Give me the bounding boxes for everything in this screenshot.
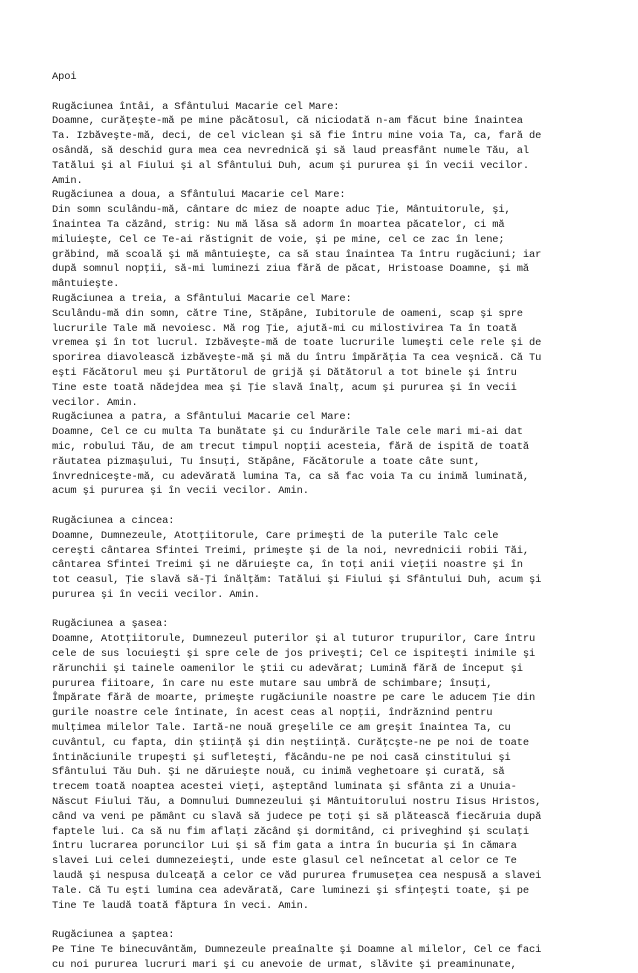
body-line: mântuieşte. bbox=[52, 278, 120, 291]
body-line: răutatea pizmaşului, Tu însuţi, Stăpâne, Făcătorule a toate câte sunt, bbox=[52, 455, 481, 468]
body-line: Tale. Că Tu eşti lumina cea adevărată, Care luminezi şi sfinţeşti toate, şi pe bbox=[52, 884, 530, 897]
body-line: Sfântului Tău Duh. Şi ne dăruieşte nouă, cu inimă veghetoare şi curată, să bbox=[52, 766, 505, 779]
body-line: înaintea Ta căzând, strig: Nu mă lăsa să adorm în moartea păcatelor, ci mă bbox=[52, 218, 505, 231]
body-line: Doamne, Cel ce cu multa Ta bunătate şi cu îndurările Tale cele mari mi-ai dat bbox=[52, 426, 523, 439]
body-line: Sculându-mă din somn, către Tine, Stăpâne, Iubitorule de oameni, scap şi spre bbox=[52, 307, 523, 320]
body-line: Tine Te laudă toată făptura în veci. Amin. bbox=[52, 899, 309, 912]
body-line: miluieşte, Cel ce Te-ai răstignit de voie, şi pe mine, cel ce zac în lene; bbox=[52, 233, 505, 246]
document-body bbox=[52, 70, 612, 973]
spacer bbox=[52, 499, 612, 514]
intro-text: Apoi bbox=[52, 71, 77, 83]
body-line: Din somn sculându-mă, cântare dc miez de noapte aduc Ţie, Mântuitorule, şi, bbox=[52, 204, 511, 217]
body-line: acum şi pururea şi în vecii vecilor. Amin. bbox=[52, 485, 309, 498]
body-line: eşti Făcătorul meu şi Purtătorul de grijă şi Dătătorul a tot binele şi întru bbox=[52, 366, 517, 379]
body-line: osândă, să deschid gura mea cea nevrednică şi să laud preasfânt numele Tău, al bbox=[52, 144, 530, 157]
section-title: Rugăciunea a şaptea: bbox=[52, 929, 175, 942]
body-line: Doamne, curăţeşte-mă pe mine păcătosul, că niciodată n-am făcut bine înaintea bbox=[52, 115, 523, 128]
spacer bbox=[52, 603, 612, 618]
body-line: vremea şi în tot lucrul. Izbăveşte-mă de toate lucrurile lumeşti cele rele şi de bbox=[52, 337, 542, 350]
body-line: gurile noastre cele întinate, în acest ceas al nopţii, îndrăznind pentru bbox=[52, 707, 493, 720]
body-line: învredniceşte-mă, cu adevărată lumina Ta, ca să fac voia Ta cu inimă luminată, bbox=[52, 470, 530, 483]
section-title: Rugăciunea a patra, a Sfântului Macarie cel Mare: bbox=[52, 411, 352, 424]
body-line: când va veni pe pământ cu slavă să judece pe toţi şi să plătească fiecăruia după bbox=[52, 810, 542, 823]
prayer-section-5 bbox=[52, 514, 612, 603]
body-line: după somnul nopţii, să-mi luminezi ziua fără de păcat, Hristoase Doamne, şi mă bbox=[52, 263, 530, 276]
body-line: Doamne, Atotţiitorule, Dumnezeul puterilor şi al tuturor trupurilor, Care întru bbox=[52, 633, 536, 646]
body-line: cuvântul, cu fapta, din ştiinţă şi din neştiinţă. Curăţcşte-ne pe noi de toate bbox=[52, 736, 530, 749]
body-line: trecem toată noaptea acestei vieţi, aşteptând luminata şi sfânta zi a Unuia- bbox=[52, 781, 517, 794]
prayer-section-4 bbox=[52, 410, 612, 499]
body-line: mulţimea milelor Tale. Iartă-ne nouă greşelile ce am greşit înaintea Ta, cu bbox=[52, 722, 511, 735]
body-line: cu noi pururea lucruri mari şi cu anevoie de urmat, slăvite şi preaminunate, bbox=[52, 958, 517, 971]
prayer-section-3 bbox=[52, 292, 612, 410]
body-line: faptele lui. Ca să nu fim aflaţi zăcând şi dormitând, ci priveghind şi sculaţi bbox=[52, 825, 530, 838]
body-line: slavei Lui celei dumnezeieşti, unde este glasul cel neîncetat al celor ce Te bbox=[52, 855, 517, 868]
spacer bbox=[52, 85, 612, 100]
body-line: Tatălui şi al Fiului şi al Sfântului Duh, acum şi pururea şi în vecii vecilor. bbox=[52, 159, 530, 172]
section-title: Rugăciunea a cincea: bbox=[52, 514, 175, 527]
body-line: lucrurile Tale mă nevoiesc. Mă rog Ţie, ajută-mi cu milostivirea Ta în toată bbox=[52, 322, 517, 335]
body-line: tot ceasul, Ţie slavă să-Ţi înălţăm: Tatălui şi Fiului şi Sfântului Duh, acum şi bbox=[52, 574, 542, 587]
body-line: Născut Fiului Tău, a Domnului Dumnezeului şi Mântuitorului nostru Iisus Hristos, bbox=[52, 796, 542, 809]
body-line: întru lucrarea poruncilor Lui şi să fim gata a intra în bucuria şi în cămara bbox=[52, 840, 517, 853]
body-line: Ta. Izbăveşte-mă, deci, de cel viclean şi să fie întru mine voia Ta, ca, fară de bbox=[52, 130, 542, 143]
body-line: Amin. bbox=[52, 174, 83, 187]
prayer-section-7 bbox=[52, 928, 612, 972]
body-line: cereşti cântarea Sfintei Treimi, primeşte şi de la noi, nevrednicii robii Tăi, bbox=[52, 544, 530, 557]
body-line: Tine este toată nădejdea mea şi Ţie slavă înalţ, acum şi pururea şi în vecii bbox=[52, 381, 517, 394]
spacer bbox=[52, 913, 612, 928]
section-title: Rugăciunea întâi, a Sfântului Macarie cel Mare: bbox=[52, 100, 340, 113]
body-line: pururea şi în vecii vecilor. Amin. bbox=[52, 588, 260, 601]
body-line: Doamne, Dumnezeule, Atotţiitorule, Care primeşti de la puterile Talc cele bbox=[52, 529, 499, 542]
body-line: laudă şi nespusa dulceaţă a celor ce văd pururea frumuseţea cea nespusă a slavei bbox=[52, 870, 542, 883]
body-line: cântarea Sfintei Treimi şi ne dăruieşte ca, în toţi anii vieţii noastre şi în bbox=[52, 559, 523, 572]
body-line: rărunchii şi tainele oamenilor le ştii cu adevărat; Lumină fără de început şi bbox=[52, 662, 523, 675]
body-line: Pe Tine Te binecuvântăm, Dumnezeule preaînalte şi Doamne al milelor, Cel ce faci bbox=[52, 944, 542, 957]
body-line: cele de sus locuieşti şi spre cele de jos priveşti; Cel ce ispiteşti inimile şi bbox=[52, 648, 536, 661]
body-line: vecilor. Amin. bbox=[52, 396, 138, 409]
body-line: pururea fiitoare, în care nu este mutare sau umbră de schimbare; însuţi, bbox=[52, 677, 493, 690]
body-line: sporirea diavolească izbăveşte-mă şi mă du întru împărăţia Ta cea veşnică. Că Tu bbox=[52, 352, 542, 365]
body-line: grăbind, mă scoală şi mă mântuieşte, ca să stau înaintea Ta întru rugăciuni; iar bbox=[52, 248, 542, 261]
prayer-section-6 bbox=[52, 617, 612, 913]
body-line: întinăciunile trupeşti şi sufleteşti, făcându-ne pe noi casă cinstitului şi bbox=[52, 751, 511, 764]
prayer-section-1 bbox=[52, 100, 612, 189]
section-title: Rugăciunea a şasea: bbox=[52, 618, 169, 631]
prayer-section-2 bbox=[52, 188, 612, 292]
section-title: Rugăciunea a treia, a Sfântului Macarie cel Mare: bbox=[52, 292, 352, 305]
section-title: Rugăciunea a doua, a Sfântului Macarie cel Mare: bbox=[52, 189, 346, 202]
body-line: Împărate fără de moarte, primeşte rugăciunile noastre pe care le aducem Ţie din bbox=[52, 692, 536, 705]
body-line: mic, robului Tău, de am trecut timpul nopţii acesteia, fără de ispită de toată bbox=[52, 440, 530, 453]
